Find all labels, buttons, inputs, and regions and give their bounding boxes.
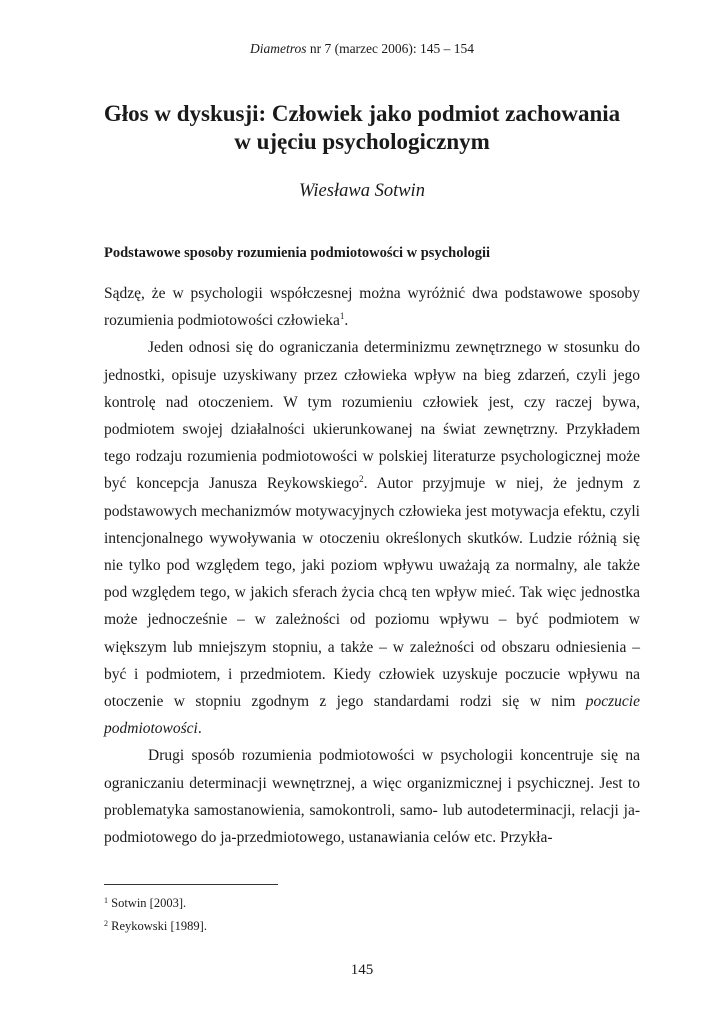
- title-line-2: w ujęciu psychologicznym: [234, 129, 490, 154]
- journal-name: Diametros: [249, 41, 307, 56]
- paragraph-1-end: .: [344, 312, 349, 330]
- footnote-1: [104, 892, 644, 915]
- author-name: Wiesława Sotwin: [299, 181, 425, 201]
- footnote-2-number: 2: [104, 919, 108, 928]
- italic-term: poczucie podmiotowości: [104, 693, 640, 738]
- issue-info: nr 7 (marzec 2006): 145 – 154: [306, 41, 475, 56]
- paragraph-2: [104, 334, 640, 742]
- footnote-ref-2: 2: [359, 474, 364, 485]
- running-header: [0, 41, 724, 57]
- footnote-1-text: Sotwin [2003].: [108, 896, 187, 910]
- paragraph-1-text: Sądzę, że w psychologii współczesnej można wyróżnić dwa podstawowe sposoby rozumienia podmiotowości człowieka: [104, 285, 640, 330]
- paragraph-3: Drugi sposób rozumienia podmiotowości w psychologii koncentruje się na ograniczaniu determinacji wewnętrznej, a więc organizmicznej i psychicznej. Jest to problematyka samostanowienia, samokontroli, samo- lub autodeterminacji, relacji ja-podmiotowego do ja-przedmiotowego, ustanawiania celów etc. Przykła-: [104, 747, 640, 847]
- paragraph-2-text-b: . Autor przyjmuje w niej, że jednym z podstawowych mechanizmów motywacyjnych człowieka jest motywacja efektu, czyli intencjonalnego wywoływania w otoczeniu określonych skutków. Ludzie różnią się nie tylko pod względem tego, jaki poziom wpływu uważają za normalny, ale także pod względem tego, w jakich sferach życia chcą ten wpływ mieć. Tak więc jednostka może jednocześnie – w zależności od poziomu wpływu – być podmiotem w większym lub mniejszym stopniu, a także – w zależności od obszaru odniesienia – być i podmiotem, i przedmiotem. Kiedy człowiek uzyskuje poczucie wpływu na otoczenie w stopniu zgodnym z jego standardami rodzi się w nim: [104, 475, 640, 711]
- footnotes: [104, 892, 644, 938]
- title-line-1: Głos w dyskusji: Człowiek jako podmiot zachowania: [103, 101, 621, 126]
- article-title: [60, 100, 664, 156]
- footnote-divider: [104, 884, 278, 885]
- footnote-2: [104, 915, 644, 938]
- body-text: [104, 280, 640, 851]
- footnote-1-number: 1: [104, 896, 108, 905]
- paragraph-1: [104, 280, 640, 334]
- paragraph-2-text-a: Jeden odnosi się do ograniczania determinizmu zewnętrznego w stosunku do jednostki, opisuje uzyskiwany przez człowieka wpływ na bieg zdarzeń, czyli jego kontrolę nad otoczeniem. W tym rozumieniu człowiek jest, czy raczej bywa, podmiotem swojej działalności ukierunkowanej na świat zewnętrzny. Przykładem tego rodzaju rozumienia podmiotowości w polskiej literaturze psychologicznej może być koncepcja Janusza Reykowskiego: [104, 339, 640, 493]
- footnote-2-text: Reykowski [1989].: [108, 919, 207, 933]
- paragraph-2-end: .: [197, 720, 202, 738]
- section-heading: Podstawowe sposoby rozumienia podmiotowości w psychologii: [104, 245, 491, 261]
- page-number: 145: [350, 962, 374, 978]
- footnote-ref-1: 1: [339, 311, 345, 322]
